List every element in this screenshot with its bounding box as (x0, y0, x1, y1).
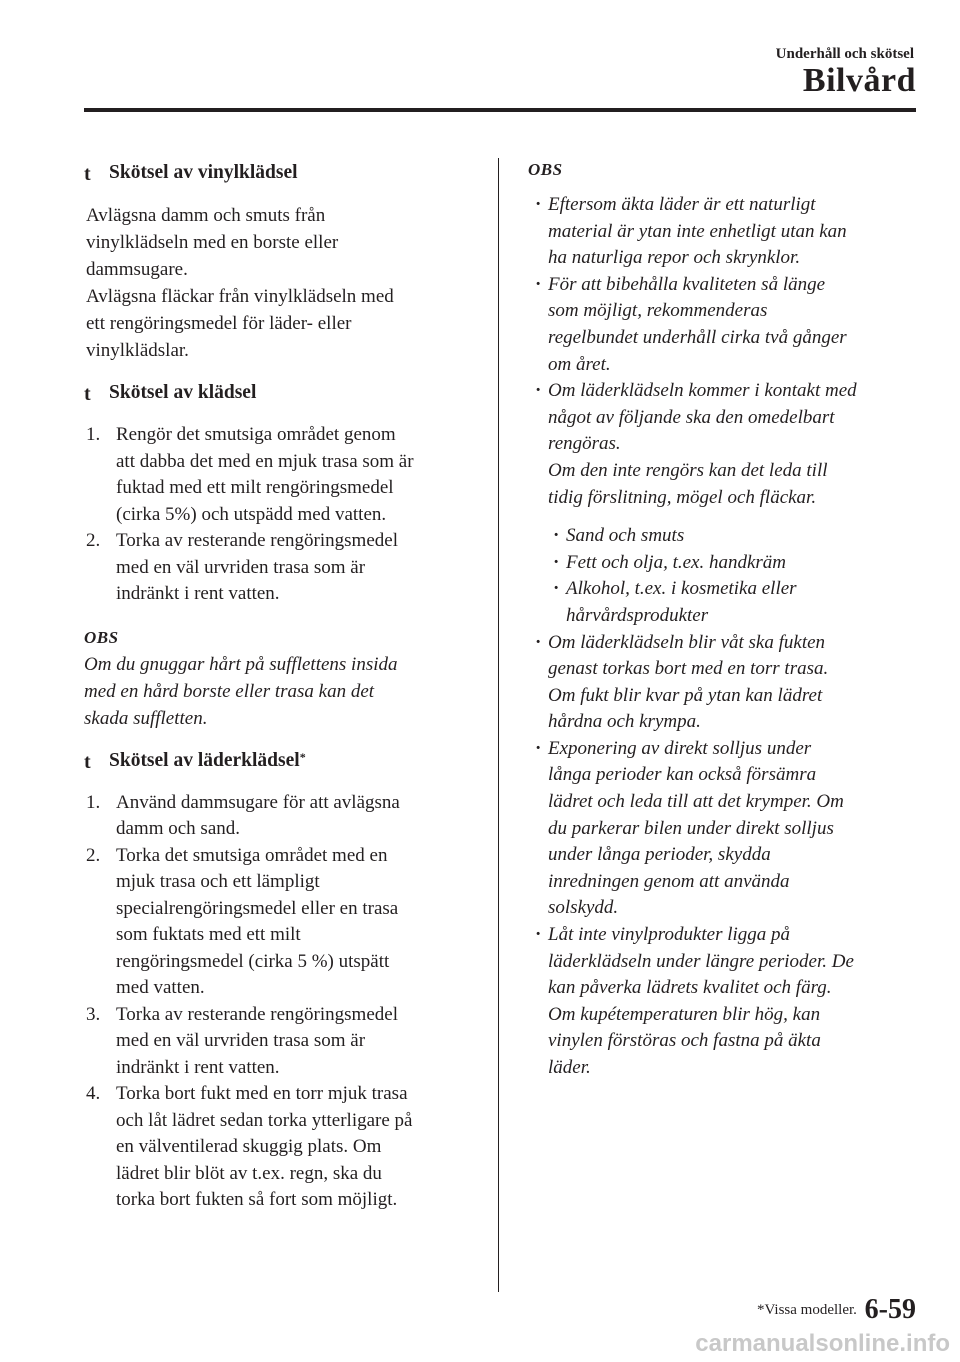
bullet-item (520, 272, 920, 378)
obs-bullets (520, 192, 920, 511)
bullet-line: material är ytan inte enhetligt utan kan (548, 220, 847, 242)
bullet-line: För att bibehålla kvaliteten så länge (548, 273, 826, 295)
footnote-mark: * (299, 749, 306, 764)
bullet-line: Om läderklädseln blir våt ska fukten (548, 631, 826, 653)
bullet-line: Alkohol, t.ex. i kosmetika eller (566, 578, 797, 600)
step-number: 2. (86, 844, 101, 866)
bullet-line: hårdna och krympa. (548, 711, 701, 733)
text-line: ett rengöringsmedel för läder- eller (86, 313, 352, 334)
bullet-line: Eftersom äkta läder är ett naturligt (548, 194, 816, 215)
step-line: indränkt i rent vatten. (116, 1056, 280, 1078)
bullet-line: läderklädseln under längre perioder. De (548, 950, 854, 972)
bullet-icon: · (553, 525, 560, 547)
step-line: (cirka 5%) och utspädd med vatten. (116, 503, 387, 525)
leather-steps (84, 790, 484, 1214)
step-number: 1. (86, 791, 101, 813)
bullet-line: rengöras. (548, 433, 621, 455)
step-line: Torka bort fukt med en torr mjuk trasa (116, 1083, 408, 1104)
step-item (84, 843, 484, 1002)
bullet-line: långa perioder kan också försämra (548, 764, 817, 786)
bullet-icon: · (535, 924, 542, 946)
vinyl-paragraph (84, 202, 484, 364)
obs-label: OBS (84, 627, 119, 647)
right-column (520, 160, 920, 1082)
step-number: 4. (86, 1083, 101, 1104)
bullet-line: kan påverka lädrets kvalitet och färg. (548, 977, 832, 999)
bullet-line: inredningen genom att använda (548, 870, 790, 892)
column-divider (498, 158, 499, 1292)
bullet-line: Om kupétemperaturen blir hög, kan (548, 1003, 821, 1025)
bullet-icon: · (535, 380, 542, 402)
bullet-item (520, 736, 920, 922)
step-item (84, 1002, 484, 1082)
text-line: med en hård borste eller trasa kan det (84, 680, 375, 702)
section-marker-icon: t (84, 750, 91, 773)
text-line: vinylklädseln med en borste eller (86, 232, 339, 253)
obs-bullets-continued (520, 630, 920, 1082)
step-line: med en väl urvriden trasa som är (116, 1030, 366, 1051)
step-line: Rengör det smutsiga området genom (116, 424, 396, 445)
step-line: damm och sand. (116, 818, 241, 839)
bullet-line: något av följande ska den omedelbart (548, 406, 835, 428)
bullet-item (520, 192, 920, 272)
bullet-line: Exponering av direkt solljus under (548, 737, 812, 759)
bullet-line: Sand och smuts (566, 525, 685, 547)
step-item (84, 1081, 484, 1214)
header-rule (84, 108, 916, 112)
bullet-line: ha naturliga repor och skrynklor. (548, 247, 801, 269)
obs-label: OBS (528, 160, 563, 179)
bullet-icon: · (535, 737, 542, 759)
heading-leather (84, 748, 484, 774)
heading-vinyl-text: Skötsel av vinylklädsel (109, 162, 298, 183)
bullet-line: Om läderklädseln kommer i kontakt med (548, 380, 857, 402)
running-header-title: Bilvård (802, 62, 916, 99)
bullet-line: Fett och olja, t.ex. handkräm (566, 551, 787, 573)
bullet-icon: · (535, 194, 542, 215)
step-line: mjuk trasa och ett lämpligt (116, 871, 320, 892)
fabric-obs-text (84, 651, 484, 732)
step-line: lädret blir blöt av t.ex. regn, ska du (116, 1162, 382, 1184)
step-item (84, 790, 484, 843)
step-line: att dabba det med en mjuk trasa som är (116, 450, 414, 472)
fabric-steps (84, 422, 484, 608)
bullet-line: lädret och leda till att det krymper. Om (548, 791, 844, 813)
text-line: Om du gnuggar hårt på sufflettens insida (84, 653, 398, 675)
bullet-line: Om den inte rengörs kan det leda till (548, 459, 828, 481)
step-item (84, 528, 484, 608)
bullet-item (520, 523, 920, 550)
running-header-section: Underhåll och skötsel (775, 46, 914, 62)
step-line: Torka av resterande rengöringsmedel (116, 530, 398, 551)
step-line: Använd dammsugare för att avlägsna (116, 791, 400, 813)
heading-fabric (84, 380, 484, 406)
bullet-line: läder. (548, 1057, 591, 1078)
bullet-line: solskydd. (548, 897, 619, 919)
step-number: 2. (86, 530, 101, 551)
step-line: indränkt i rent vatten. (116, 583, 280, 604)
bullet-line: du parkerar bilen under direkt solljus (548, 817, 834, 839)
bullet-line: hårvårdsprodukter (566, 604, 709, 626)
bullet-line: Om fukt blir kvar på ytan kan lädret (548, 684, 823, 706)
bullet-item (520, 378, 920, 511)
bullet-line: vinylen förstöras och fastna på äkta (548, 1030, 821, 1052)
bullet-icon: · (535, 273, 542, 295)
bullet-item (520, 550, 920, 577)
step-line: en välventilerad skuggig plats. Om (116, 1136, 382, 1157)
heading-vinyl (84, 160, 484, 186)
bullet-icon: · (553, 578, 560, 600)
text-line: skada suffletten. (84, 707, 208, 729)
bullet-line: som möjligt, rekommenderas (548, 300, 768, 322)
bullet-line: regelbundet underhåll cirka två gånger (548, 326, 847, 348)
step-item (84, 422, 484, 528)
text-line: Avlägsna fläckar från vinylklädseln med (86, 286, 394, 307)
text-line: vinylklädslar. (86, 340, 189, 361)
bullet-item (520, 922, 920, 1082)
bullet-icon: · (535, 631, 542, 653)
bullet-line: om året. (548, 353, 611, 375)
bullet-item (520, 630, 920, 736)
heading-fabric-text: Skötsel av klädsel (109, 382, 257, 403)
step-line: som fuktats med ett milt (116, 924, 301, 945)
watermark: carmanualsonline.info (695, 1330, 950, 1357)
heading-leather-text: Skötsel av läderklädsel (109, 749, 300, 771)
step-line: rengöringsmedel (cirka 5 %) utspätt (116, 950, 390, 972)
spacer (520, 511, 920, 523)
bullet-line: Låt inte vinylprodukter ligga på (548, 924, 791, 946)
bullet-line: under långa perioder, skydda (548, 844, 771, 866)
step-line: och låt lädret sedan torka ytterligare på (116, 1109, 413, 1131)
step-line: specialrengöringsmedel eller en trasa (116, 897, 399, 919)
footnote: *Vissa modeller. (757, 1302, 857, 1318)
step-line: fuktad med ett milt rengöringsmedel (116, 477, 394, 498)
step-line: med en väl urvriden trasa som är (116, 556, 366, 578)
step-line: Torka av resterande rengöringsmedel (116, 1003, 398, 1025)
left-column (84, 160, 484, 1214)
page-number: 6-59 (864, 1294, 916, 1325)
step-line: med vatten. (116, 977, 205, 998)
bullet-item (520, 576, 920, 629)
step-line: torka bort fukten så fort som möjligt. (116, 1189, 398, 1210)
bullet-icon: · (553, 551, 560, 573)
text-line: Avlägsna damm och smuts från (86, 205, 326, 226)
section-marker-icon: t (84, 383, 91, 405)
text-line: dammsugare. (86, 259, 188, 280)
bullet-line: genast torkas bort med en torr trasa. (548, 658, 829, 680)
fabric-obs (84, 624, 484, 732)
step-number: 3. (86, 1003, 101, 1025)
obs-sub-bullets (520, 523, 920, 629)
section-marker-icon: t (84, 163, 91, 185)
step-number: 1. (86, 424, 101, 445)
step-line: Torka det smutsiga området med en (116, 844, 388, 866)
bullet-line: tidig förslitning, mögel och fläckar. (548, 486, 817, 508)
